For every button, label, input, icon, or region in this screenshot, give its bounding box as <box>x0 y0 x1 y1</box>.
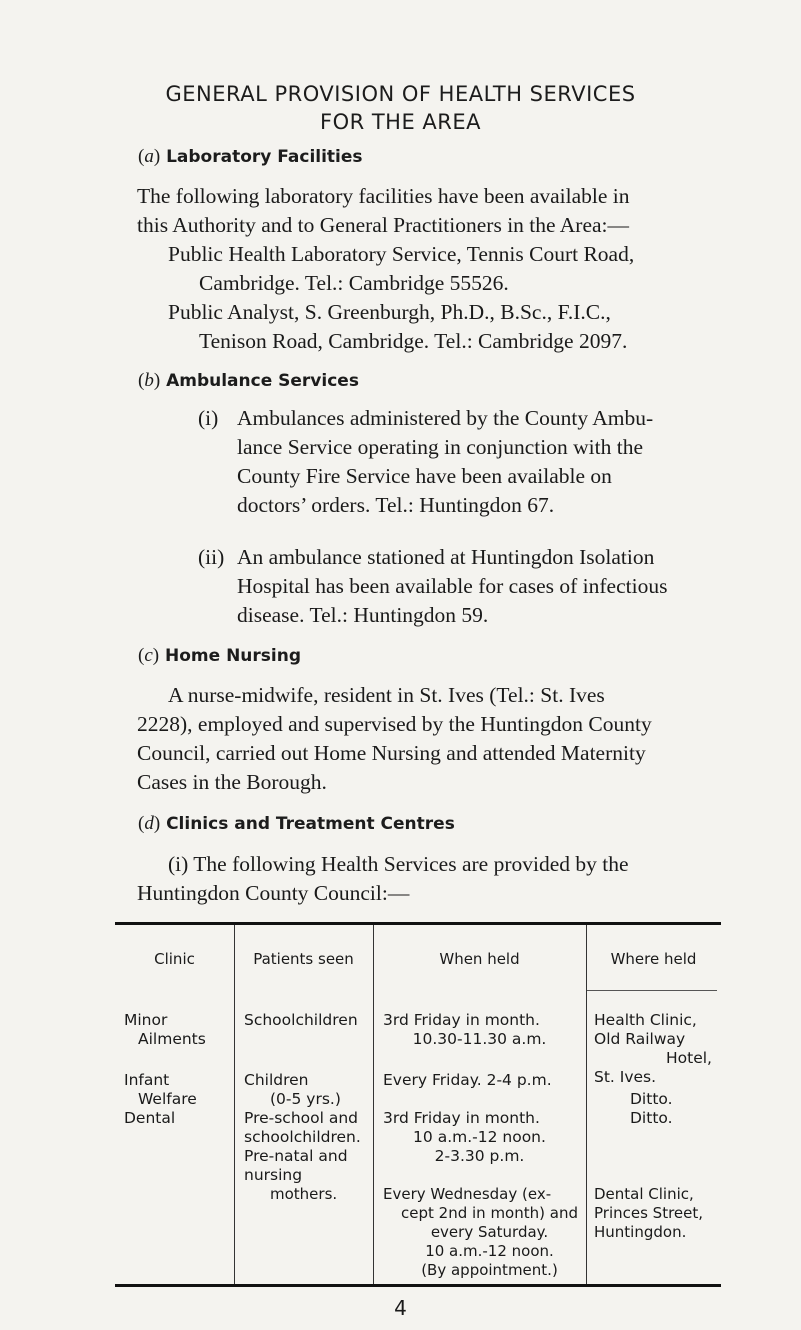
section-a-heading: (a) Laboratory Facilities <box>138 146 363 167</box>
clinic-cell: Minor <box>124 1011 168 1029</box>
section-b-item2-line-2: Hospital has been available for cases of infectious <box>237 574 668 598</box>
clinic-cell: Infant <box>124 1071 170 1089</box>
patients-cell: nursing <box>244 1166 303 1184</box>
section-b-item2-line-1: An ambulance stationed at Huntingdon Isolation <box>237 545 655 569</box>
page-title-line-2: FOR THE AREA <box>319 110 482 134</box>
where-cell: Ditto. <box>630 1109 673 1127</box>
section-b-item1-line-1: Ambulances administered by the County Ambu- <box>237 406 654 430</box>
when-cell: 3rd Friday in month. <box>383 1109 540 1127</box>
table-top-rule <box>115 922 721 925</box>
when-cell: 3rd Friday in month. <box>383 1011 540 1029</box>
section-d-line-1: (i) The following Health Services are provided by the <box>168 852 629 876</box>
when-cell: cept 2nd in month) and <box>401 1204 578 1222</box>
section-a-entry2-line-1: Public Analyst, S. Greenburgh, Ph.D., B.Sc., F.I.C., <box>168 300 611 324</box>
when-cell: 10 a.m.-12 noon. <box>413 1128 546 1146</box>
where-cell: Hotel, <box>666 1049 712 1067</box>
when-cell: 10.30-11.30 a.m. <box>412 1030 547 1048</box>
where-cell: Huntingdon. <box>594 1223 687 1241</box>
patients-cell: Schoolchildren <box>244 1011 358 1029</box>
section-b-item1-line-4: doctors’ orders. Tel.: Huntingdon 67. <box>237 493 555 517</box>
section-b-item1-line-3: County Fire Service have been available on <box>237 464 612 488</box>
where-cell: Dental Clinic, <box>594 1185 694 1203</box>
where-cell: Princes Street, <box>594 1204 704 1222</box>
page-number: 4 <box>394 1296 407 1320</box>
section-c-line-4: Cases in the Borough. <box>137 770 327 794</box>
section-b-item1-line-2: lance Service operating in conjunction with the <box>237 435 643 459</box>
where-cell: Health Clinic, <box>594 1011 697 1029</box>
header-patients-seen: Patients seen <box>253 950 354 968</box>
section-c-line-2: 2228), employed and supervised by the Huntingdon County <box>137 712 652 736</box>
section-a-intro-line-1: The following laboratory facilities have been available in <box>137 184 630 208</box>
section-d-line-2: Huntingdon County Council:— <box>137 881 410 905</box>
when-cell: (By appointment.) <box>421 1261 558 1279</box>
header-where-held: Where held <box>610 950 697 968</box>
when-cell: every Saturday. <box>430 1223 549 1241</box>
when-cell: 2-3.30 p.m. <box>434 1147 525 1165</box>
table-column-divider-2 <box>373 925 374 1284</box>
section-a-entry1-line-1: Public Health Laboratory Service, Tennis Court Road, <box>168 242 635 266</box>
patients-cell: mothers. <box>270 1185 338 1203</box>
page-title-line-1: GENERAL PROVISION OF HEALTH SERVICES <box>165 82 636 106</box>
section-b-heading: (b) Ambulance Services <box>138 370 359 391</box>
section-a-intro-line-2: this Authority and to General Practitioners in the Area:— <box>137 213 630 237</box>
patients-cell: Pre-school and <box>244 1109 359 1127</box>
section-b-item2-number: (ii) <box>198 545 225 569</box>
clinic-cell: Dental <box>124 1109 176 1127</box>
section-b-item1-number: (i) <box>198 406 219 430</box>
header-when-held: When held <box>439 950 520 968</box>
where-cell: St. Ives. <box>594 1068 657 1086</box>
when-cell: 10 a.m.-12 noon. <box>425 1242 554 1260</box>
clinic-cell: Welfare <box>138 1090 197 1108</box>
patients-cell: Pre-natal and <box>244 1147 348 1165</box>
patients-cell: schoolchildren. <box>244 1128 361 1146</box>
section-c-heading: (c) Home Nursing <box>138 645 302 666</box>
section-b-item2-line-3: disease. Tel.: Huntingdon 59. <box>237 603 489 627</box>
where-cell: Ditto. <box>630 1090 673 1108</box>
section-c-line-1: A nurse-midwife, resident in St. Ives (Tel.: St. Ives <box>168 683 605 707</box>
patients-cell: Children <box>244 1071 309 1089</box>
where-cell: Old Railway <box>594 1030 686 1048</box>
where-header-rule <box>586 990 717 991</box>
section-a-entry2-line-2: Tenison Road, Cambridge. Tel.: Cambridge 2097. <box>199 329 628 353</box>
section-a-entry1-line-2: Cambridge. Tel.: Cambridge 55526. <box>199 271 509 295</box>
when-cell: Every Friday. 2-4 p.m. <box>383 1071 552 1089</box>
table-column-divider-1 <box>234 925 235 1284</box>
section-d-heading: (d) Clinics and Treatment Centres <box>138 813 455 834</box>
patients-cell: (0-5 yrs.) <box>270 1090 341 1108</box>
section-c-line-3: Council, carried out Home Nursing and attended Maternity <box>137 741 646 765</box>
clinic-cell: Ailments <box>138 1030 206 1048</box>
table-bottom-rule <box>115 1284 721 1287</box>
when-cell: Every Wednesday (ex- <box>383 1185 552 1203</box>
header-clinic: Clinic <box>154 950 195 968</box>
